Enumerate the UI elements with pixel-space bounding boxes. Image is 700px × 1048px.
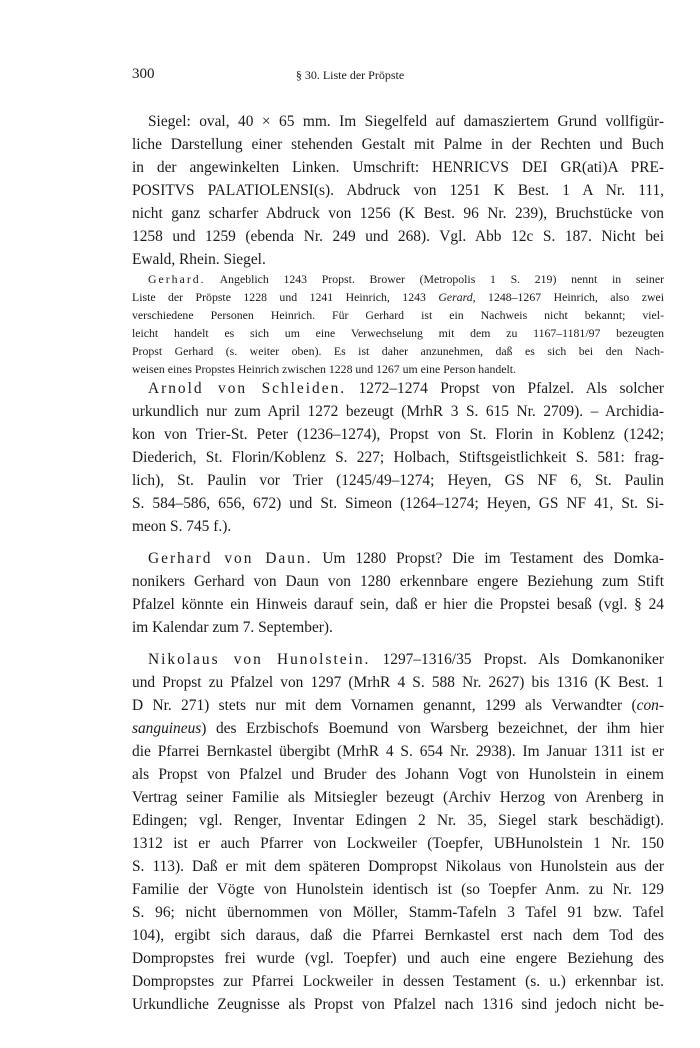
text-line <box>132 674 664 692</box>
text-line <box>132 362 664 377</box>
text-segment: Liste der Pröpste 1228 und 1241 Heinrich, 1243 <box>132 290 439 304</box>
text-segment: liche Darstellung einer stehenden Gestalt mit Palme in der Rechten und Buch <box>132 136 664 153</box>
text-segment: 1297–1316/35 Propst. Als Domkanoniker <box>370 651 665 668</box>
text-segment: Urkundliche Zeugnisse als Propst von Pfalzel nach 1316 sind jedoch nicht be- <box>132 996 664 1013</box>
text-segment: und Propst zu Pfalzel von 1297 (MrhR 4 S. 588 Nr. 2627) bis 1316 (K Best. 1 <box>132 674 664 691</box>
text-segment: 1312 ist er auch Pfarrer von Lockweiler (Toepfer, UBHunolstein 1 Nr. 150 <box>132 835 664 852</box>
italic-text: con- <box>636 697 664 714</box>
entry-name: Nikolaus von Hunolstein. <box>148 651 371 668</box>
text-segment: Um 1280 Propst? Die im Testament des Domka- <box>312 550 664 567</box>
text-segment: kon von Trier-St. Peter (1236–1274), Propst von St. Florin in Koblenz (1242; <box>132 426 664 443</box>
text-line <box>132 472 664 490</box>
text-segment: Vertrag seiner Familie als Mitsiegler bezeugt (Archiv Herzog von Arenberg in <box>132 789 664 806</box>
page-number: 300 <box>132 66 155 82</box>
entry-name: Arnold von Schleiden. <box>148 380 347 397</box>
text-segment: leicht handelt es sich um eine Verwechselung mit dem zu 1167–1181/97 bezeugten <box>132 326 664 340</box>
text-line <box>132 290 664 305</box>
text-line <box>132 326 664 341</box>
text-segment: Edingen; vgl. Renger, Inventar Edingen 2 Nr. 35, Siegel stark beschädigt). <box>132 812 664 829</box>
text-segment: 1258 und 1259 (ebenda Nr. 249 und 268). Vgl. Abb 12c S. 187. Nicht bei <box>132 228 664 245</box>
text-segment: die Pfarrei Bernkastel übergibt (MrhR 4 S. 654 Nr. 2938). Im Januar 1311 ist er <box>132 743 664 760</box>
text-line <box>132 743 664 761</box>
text-line <box>132 403 664 421</box>
text-line <box>148 272 664 287</box>
text-segment: S. 584–586, 656, 672) und St. Simeon (1264–1274; Heyen, GS NF 41, St. Si- <box>132 495 664 512</box>
text-segment: Pfalzel könnte ein Hinweis darauf sein, daß er hier die Propstei besaß (vgl. § 24 <box>132 596 664 613</box>
text-line <box>132 973 664 991</box>
text-line <box>132 927 664 945</box>
text-segment: nicht ganz scharfer Abdruck von 1256 (K Best. 96 Nr. 239), Bruchstücke von <box>132 205 664 222</box>
text-segment: Diederich, St. Florin/Koblenz S. 227; Holbach, Stiftsgeistlichkeit S. 581: frag- <box>132 449 664 466</box>
text-line <box>132 881 664 899</box>
text-line <box>132 159 664 177</box>
text-segment: Angeblich 1243 Propst. Brower (Metropolis 1 S. 219) nennt in seiner <box>205 272 664 286</box>
text-segment: D Nr. 271) stets nur mit dem Vornamen genannt, 1299 als Verwandter ( <box>132 697 637 714</box>
text-line <box>132 136 664 154</box>
text-line <box>132 766 664 784</box>
text-segment: 1248–1267 Heinrich, also zwei <box>475 290 664 304</box>
text-line <box>132 449 664 467</box>
text-segment: im Kalendar zum 7. September). <box>132 619 333 636</box>
text-line <box>132 518 664 536</box>
text-segment: 1272–1274 Propst von Pfalzel. Als solcher <box>346 380 664 397</box>
text-line <box>132 789 664 807</box>
text-segment: Familie der Vögte von Hunolstein identisch ist (so Toepfer Anm. zu Nr. 129 <box>132 881 664 898</box>
text-line <box>132 182 664 200</box>
text-line <box>132 205 664 223</box>
text-line <box>148 113 664 131</box>
text-segment: ) des Erzbischofs Boemund von Warsberg bezeichnet, der ihm hier <box>201 720 664 737</box>
text-segment: POSITVS PALATIOLENSI(s). Abdruck von 1251 K Best. 1 A Nr. 111, <box>132 182 664 199</box>
text-line <box>132 835 664 853</box>
text-segment: Dompropstes zur Pfarrei Lockweiler in dessen Testament (s. u.) erkennbar ist. <box>132 973 664 990</box>
text-line <box>132 596 664 614</box>
entry-name: Gerhard. <box>148 272 206 286</box>
text-segment: weisen eines Propstes Heinrich zwischen 1228 und 1267 um eine Person handelt. <box>132 362 516 376</box>
text-line <box>132 619 664 637</box>
text-line <box>132 812 664 830</box>
text-segment: nonikers Gerhard von Daun von 1280 erkennbare engere Beziehung zum Stift <box>132 573 664 590</box>
text-line <box>132 308 664 323</box>
text-segment: Siegel: oval, 40 × 65 mm. Im Siegelfeld auf damasziertem Grund vollfigür- <box>148 113 664 130</box>
text-segment: in der angewinkelten Linken. Umschrift: HENRICVS DEI GR(ati)A PRE- <box>132 159 664 176</box>
italic-text: sanguineus <box>132 720 202 737</box>
text-line <box>132 495 664 513</box>
entry-name: Gerhard von Daun. <box>148 550 313 567</box>
text-segment: Ewald, Rhein. Siegel. <box>132 251 266 268</box>
text-line <box>132 344 664 359</box>
text-segment: verschiedene Personen Heinrich. Für Gerhard ist ein Nachweis nicht bekannt; viel- <box>132 308 664 322</box>
text-line <box>148 380 664 398</box>
italic-text: Gerard, <box>438 290 476 304</box>
text-line <box>132 251 664 269</box>
text-segment: Propst Gerhard (s. weiter oben). Es ist daher anzunehmen, daß es sich bei den Nach- <box>132 344 664 358</box>
text-line <box>132 573 664 591</box>
text-line <box>132 996 664 1014</box>
text-line <box>132 228 664 246</box>
text-line <box>132 697 664 715</box>
text-segment: 104), ergibt sich daraus, daß die Pfarrei Bernkastel erst nach dem Tod des <box>132 927 664 944</box>
text-segment: Dompropstes frei wurde (vgl. Toepfer) und auch eine engere Beziehung des <box>132 950 664 967</box>
text-line <box>148 651 664 669</box>
text-line <box>132 950 664 968</box>
text-line <box>132 426 664 444</box>
text-line <box>148 550 664 568</box>
text-segment: S. 96; nicht übernommen von Möller, Stamm-Tafeln 3 Tafel 91 bzw. Tafel <box>132 904 664 921</box>
text-segment: S. 113). Daß er mit dem späteren Dompropst Nikolaus von Hunolstein aus der <box>132 858 664 875</box>
running-title: § 30. Liste der Pröpste <box>295 68 405 82</box>
text-segment: urkundlich nur zum April 1272 bezeugt (MrhR 3 S. 615 Nr. 2709). – Archidia- <box>132 403 664 420</box>
text-segment: meon S. 745 f.). <box>132 518 232 535</box>
text-line <box>132 904 664 922</box>
text-line <box>132 858 664 876</box>
text-segment: als Propst von Pfalzel und Bruder des Johann Vogt von Hunolstein in einem <box>132 766 664 783</box>
text-line <box>132 720 664 738</box>
text-segment: lich), St. Paulin vor Trier (1245/49–1274; Heyen, GS NF 6, St. Paulin <box>132 472 664 489</box>
